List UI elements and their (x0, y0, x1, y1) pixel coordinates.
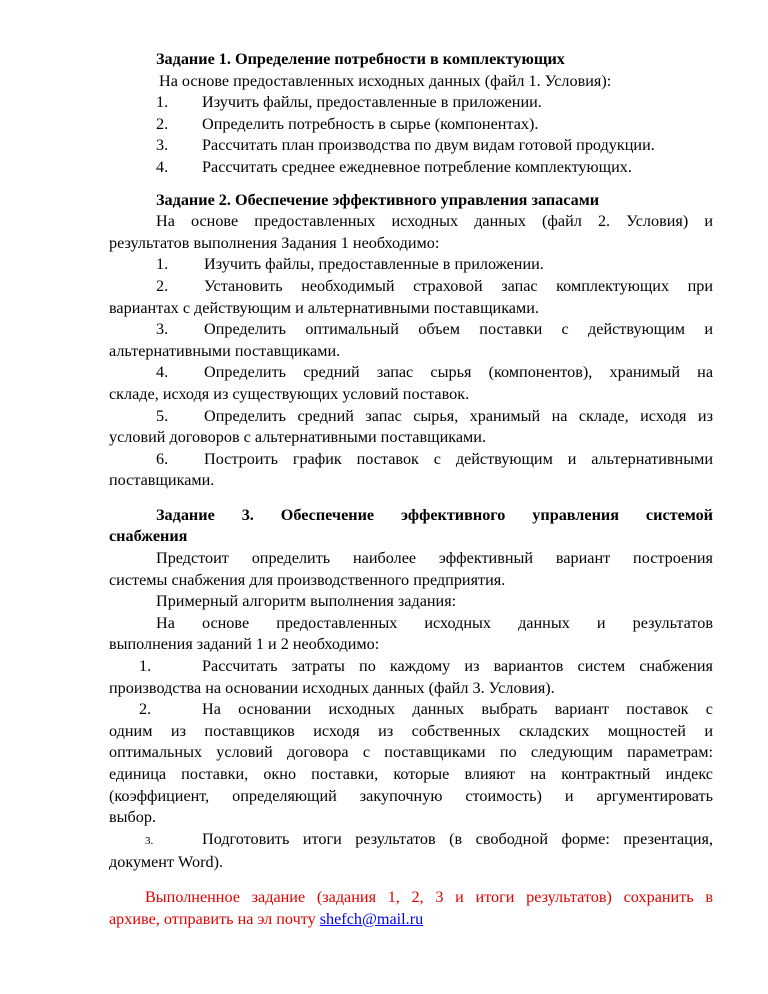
list-item (109, 135, 713, 157)
list-item-continuation: выбор. (109, 808, 156, 827)
item-text: Определить оптимальный объем поставки с действующим и (204, 320, 713, 339)
item-number: 1. (156, 93, 169, 112)
task3-paragraph: На основе предоставленных исходных данных и результатов (156, 613, 713, 632)
list-item-continuation: складе, исходя из существующих условий поставок. (109, 384, 470, 403)
list-item-continuation: условий договоров с альтернативными поставщиками. (109, 428, 487, 447)
list-item (109, 114, 713, 136)
list-item-continuation: (коэффициент, определяющий закупочную стоимость) и аргументировать (109, 786, 713, 805)
task3-title-line2: снабжения (109, 527, 188, 546)
list-item-continuation: поставщиками. (109, 471, 215, 490)
document-page (109, 49, 713, 930)
item-number: 2. (156, 114, 169, 133)
item-text: Определить средний запас сырья (компонентов), хранимый на (204, 363, 713, 382)
list-item (109, 656, 713, 678)
task1-title: Задание 1. Определение потребности в комплектующих (156, 50, 565, 68)
list-item-continuation: одним из поставщиков исходя из собственных складских мощностей и (109, 721, 713, 740)
list-item-continuation: вариантах с действующим и альтернативными поставщиками. (109, 298, 539, 317)
list-item (109, 254, 713, 276)
task2-intro-line1: На основе предоставленных исходных данных (файл 2. Условия) и (156, 212, 713, 231)
item-number: 5. (156, 406, 169, 425)
item-text: Изучить файлы, предоставленные в приложении. (202, 93, 542, 112)
list-item-continuation: оптимальных условий договора с поставщиками по следующим параметрам: (109, 743, 713, 762)
submission-text: архиве, отправить на эл почту (109, 909, 320, 928)
item-text: Рассчитать план производства по двум видам готовой продукции. (202, 136, 655, 155)
item-text: Установить необходимый страховой запас комплектующих при (204, 276, 713, 295)
list-item (109, 362, 713, 384)
item-text: Рассчитать среднее ежедневное потребление комплектующих. (202, 157, 632, 176)
list-item-continuation: документ Word). (109, 853, 224, 872)
item-text: Изучить файлы, предоставленные в приложении. (204, 255, 544, 274)
list-item (109, 276, 713, 298)
item-number: 2. (156, 276, 169, 295)
list-item (109, 829, 713, 853)
item-number: 3. (156, 320, 169, 339)
submission-instruction: Выполненное задание (задания 1, 2, 3 и итоги результатов) сохранить в (145, 887, 713, 906)
list-item-continuation: производства на основании исходных данных (файл 3. Условия). (109, 678, 555, 697)
task3-paragraph-continuation: выполнения заданий 1 и 2 необходимо: (109, 635, 380, 654)
item-number: 3. (156, 136, 169, 155)
item-text: Подготовить итоги результатов (в свободной форме: презентация, (202, 829, 713, 848)
item-number: 3. (145, 834, 154, 847)
task2-intro-line2: результатов выполнения Задания 1 необходимо: (109, 233, 440, 252)
item-number: 1. (156, 255, 169, 274)
item-number: 4. (156, 157, 169, 176)
item-text: Построить график поставок с действующим и альтернативными (204, 449, 713, 468)
list-item-continuation: единица поставки, окно поставки, которые влияют на контрактный индекс (109, 765, 713, 783)
item-number: 2. (139, 700, 152, 719)
list-item-continuation: альтернативными поставщиками. (109, 341, 341, 360)
email-link[interactable]: shefch@mail.ru (319, 909, 424, 928)
list-item (109, 699, 713, 721)
list-item (109, 157, 713, 179)
task3-title-line1: Задание 3. Обеспечение эффективного управления системой (156, 505, 713, 524)
list-item (109, 92, 713, 114)
item-number: 4. (156, 363, 169, 382)
item-text: Определить потребность в сырье (компонентах). (202, 114, 539, 133)
item-number: 6. (156, 449, 169, 468)
task3-paragraph: Предстоит определить наиболее эффективный вариант построения (156, 549, 713, 568)
item-text: Рассчитать затраты по каждому из вариантов систем снабжения (202, 657, 713, 676)
task2-title: Задание 2. Обеспечение эффективного управления запасами (156, 190, 600, 209)
task1-intro: На основе предоставленных исходных данных (файл 1. Условия): (159, 71, 612, 90)
item-text: На основании исходных данных выбрать вариант поставок с (202, 700, 713, 719)
submission-instruction-continuation (109, 909, 713, 931)
item-text: Определить средний запас сырья, хранимый на складе, исходя из (204, 406, 713, 425)
list-item (109, 449, 713, 471)
item-number: 1. (139, 657, 152, 676)
list-item (109, 319, 713, 341)
list-item (109, 406, 713, 428)
task3-paragraph-continuation: системы снабжения для производственного предприятия. (109, 570, 506, 589)
task3-algorithm-label: Примерный алгоритм выполнения задания: (156, 592, 457, 611)
